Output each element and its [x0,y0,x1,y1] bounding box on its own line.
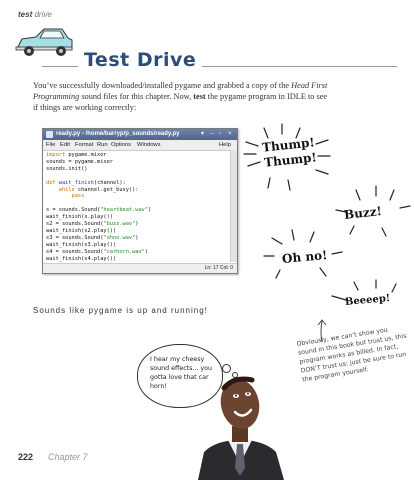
running-header: test drive [18,10,52,19]
idle-editor-window [42,128,238,274]
menu-edit[interactable]: Edit [60,142,70,148]
buzz-text: Buzz! [343,204,383,222]
chapter-label: Chapter 7 [48,452,88,462]
beeeep-text: Beeeep! [344,293,391,308]
maximize-button[interactable]: ▫ [219,131,222,137]
menu-options[interactable]: Options [111,142,131,148]
status-bar [43,263,237,273]
menu-windows[interactable]: Windows [137,142,161,148]
page-number: 222 [18,452,34,462]
thump-text-2: Thump! [263,150,318,170]
cursor-position: Ln: 17 Col: 0 [204,265,233,271]
page-title: Test Drive [78,49,202,71]
minimize-button[interactable]: – [210,131,214,137]
intro-paragraph: You’ve successfully downloaded/installed pygame and grabbed a copy of the Head First Programming sound files for this chapter. Now, test the pygame program in IDLE to see if things are working correctly: [33,81,328,112]
caption: Sounds like pygame is up and running! [33,306,208,315]
menu-run[interactable]: Run [97,142,108,148]
man-looking-up-illustration [190,356,290,480]
code-editor[interactable]: import pygame.mixer sounds = pygame.mixer sounds.init() def wait_finish(channel): while channel.get_busy(): pass s = sounds.Sound("heartbeat.wav") wait_finish(s.play()) s2 = sounds.Sound("buzz.wav") wait_finish(s2.play()) s3 = sounds.Sound("ohno.wav") wait_finish(s3.play()) s4 = sounds.Sound("carhorn.wav") wait_finish(s4.play()) [46,152,152,262]
python-file-icon [46,131,53,138]
thump-text-1: Thump! [261,135,316,155]
menu-help[interactable]: Help [219,142,231,148]
oh-no-text: Oh no! [281,248,328,266]
window-title: ready.py - /home/barryp/p_sounds/ready.py [56,131,180,137]
menu-format[interactable]: Format [75,142,94,148]
retro-car-icon [14,25,74,61]
menu-file[interactable]: File [46,142,56,148]
handwritten-note: Obviously, we can’t show you sound in this book but trust us, this program works as billed. In fact, DON’T trust us: just be sure to run the program yourself. [296,326,408,384]
thought-bubble-text: I hear my cheesy sound effects... you gotta love that car horn! [150,356,212,390]
menu-bar [43,140,237,151]
window-titlebar [43,129,237,140]
close-button[interactable]: × [228,131,232,137]
window-menu-button[interactable]: ▾ [201,131,205,137]
